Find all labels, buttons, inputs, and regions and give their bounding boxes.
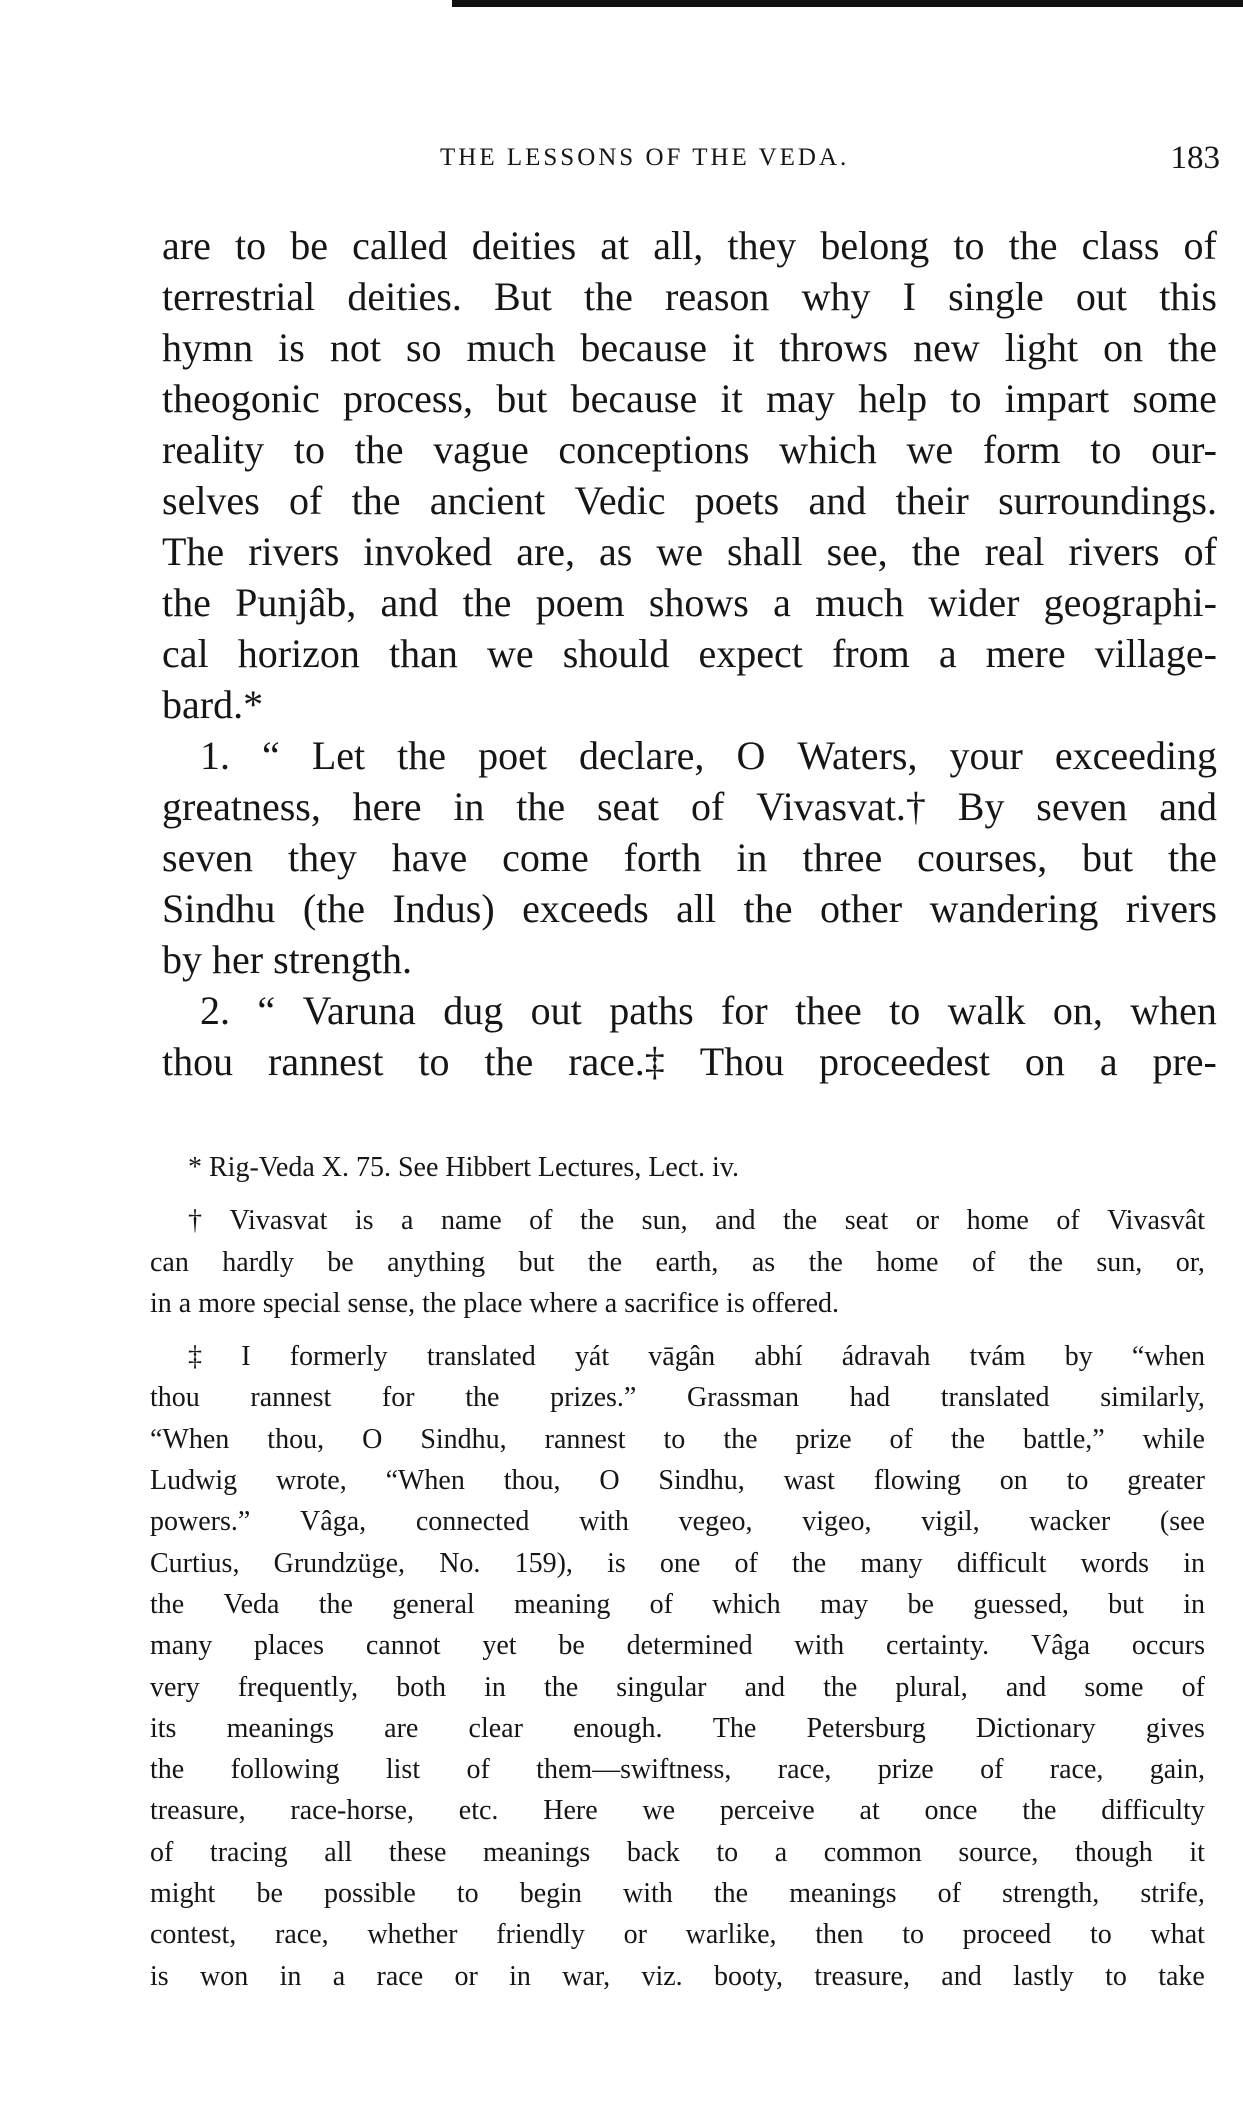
footnote-3-line: treasure, race-horse, etc. Here we perceive at once the difficulty: [150, 1795, 1205, 1827]
body-line: greatness, here in the seat of Vivasvat.† By seven and: [162, 784, 1217, 829]
footnote-3-line: contest, race, whether friendly or warlike, then to proceed to what: [150, 1919, 1205, 1951]
footnote-2-line: in a more special sense, the place where a sacrifice is offered.: [150, 1287, 840, 1319]
footnote-3-line: might be possible to begin with the meanings of strength, strife,: [150, 1878, 1205, 1910]
footnote-3-line: ‡ I formerly translated yát vāgân abhí ádravah tvám by “when: [188, 1341, 1205, 1373]
body-line: seven they have come forth in three courses, but the: [162, 835, 1217, 880]
body-line: The rivers invoked are, as we shall see, the real rivers of: [162, 529, 1217, 574]
footnote-3-line: powers.” Vâga, connected with vegeo, vigeo, vigil, wacker (see: [150, 1506, 1205, 1538]
verse-2-start: 2. “ Varuna dug out paths for thee to walk on, when: [200, 988, 1217, 1033]
running-title: THE LESSONS OF THE VEDA.: [440, 144, 850, 171]
footnote-3-line: Ludwig wrote, “When thou, O Sindhu, wast flowing on to greater: [150, 1465, 1205, 1497]
footnote-3-line: of tracing all these meanings back to a common source, though it: [150, 1836, 1205, 1868]
footnote-3-line: the Veda the general meaning of which may be guessed, but in: [150, 1588, 1205, 1620]
page-number: 183: [1170, 140, 1220, 176]
body-line: the Punjâb, and the poem shows a much wider geographi-: [162, 580, 1217, 625]
verse-1-start: 1. “ Let the poet declare, O Waters, your exceeding: [200, 733, 1217, 778]
body-line: bard.*: [162, 682, 264, 727]
body-line: terrestrial deities. But the reason why I single out this: [162, 274, 1217, 319]
body-line: thou rannest to the race.‡ Thou proceedest on a pre-: [162, 1039, 1217, 1084]
top-border-rule: [452, 0, 1243, 7]
footnote-3-line: many places cannot yet be determined with certainty. Vâga occurs: [150, 1630, 1205, 1662]
body-line: theogonic process, but because it may help to impart some: [162, 376, 1217, 421]
footnote-3-line: its meanings are clear enough. The Petersburg Dictionary gives: [150, 1712, 1205, 1744]
page-header: [160, 140, 1220, 184]
footnote-3-line: very frequently, both in the singular and the plural, and some of: [150, 1671, 1205, 1703]
footnotes: [150, 1147, 1205, 1997]
body-line: selves of the ancient Vedic poets and their surroundings.: [162, 478, 1217, 523]
footnote-3-line: is won in a race or in war, viz. booty, treasure, and lastly to take: [150, 1960, 1205, 1992]
body-text: [162, 220, 1217, 1087]
body-line: are to be called deities at all, they belong to the class of: [162, 223, 1217, 268]
body-line: by her strength.: [162, 937, 412, 982]
body-line: reality to the vague conceptions which we form to our-: [162, 427, 1217, 472]
footnote-3-line: “When thou, O Sindhu, rannest to the prize of the battle,” while: [150, 1423, 1205, 1455]
body-line: Sindhu (the Indus) exceeds all the other wandering rivers: [162, 886, 1217, 931]
body-line: cal horizon than we should expect from a mere village-: [162, 631, 1217, 676]
footnote-3-line: Curtius, Grundzüge, No. 159), is one of the many difficult words in: [150, 1547, 1205, 1579]
footnote-1: * Rig-Veda X. 75. See Hibbert Lectures, Lect. iv.: [188, 1152, 740, 1183]
footnote-3-line: the following list of them—swiftness, race, prize of race, gain,: [150, 1754, 1205, 1786]
footnote-2-line: † Vivasvat is a name of the sun, and the seat or home of Vivasvât: [188, 1205, 1205, 1237]
body-line: hymn is not so much because it throws new light on the: [162, 325, 1217, 370]
footnote-2-line: can hardly be anything but the earth, as the home of the sun, or,: [150, 1246, 1205, 1278]
footnote-3-line: thou rannest for the prizes.” Grassman had translated similarly,: [150, 1382, 1205, 1414]
